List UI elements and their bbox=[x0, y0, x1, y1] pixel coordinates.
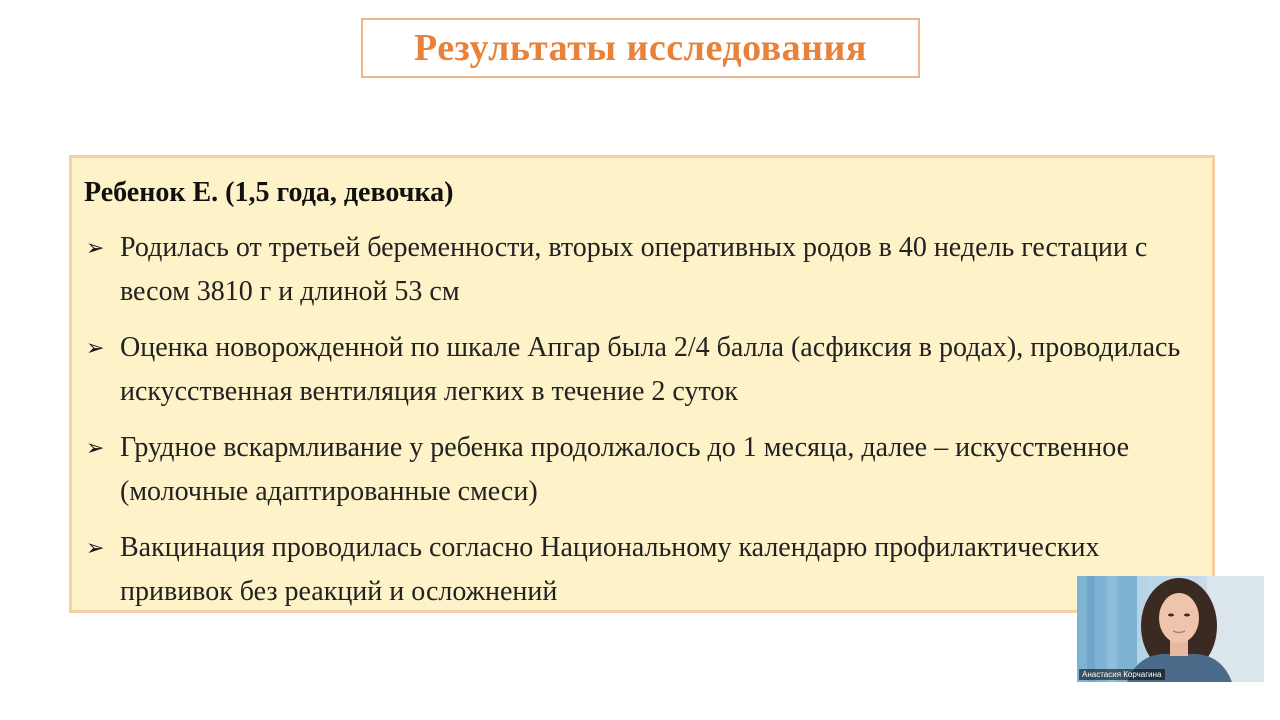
list-item bbox=[84, 526, 1198, 614]
arrow-right-icon: ➢ bbox=[86, 235, 105, 260]
list-item bbox=[84, 426, 1198, 514]
list-item-text: Оценка новорожденной по шкале Апгар была 2/4 балла (асфиксия в родах), проводилась искусственная вентиляция легких в течение 2 суток bbox=[120, 332, 1181, 407]
list-item-text: Родилась от третьей беременности, вторых оперативных родов в 40 недель гестации с весом 3810 г и длиной 53 см bbox=[120, 232, 1148, 307]
slide-title: Результаты исследования bbox=[413, 27, 867, 69]
arrow-right-icon: ➢ bbox=[86, 335, 105, 360]
list-item bbox=[84, 226, 1198, 314]
case-heading: Ребенок Е. (1,5 года, девочка) bbox=[84, 177, 454, 208]
list-item-text: Грудное вскармливание у ребенка продолжалось до 1 месяца, далее – искусственное (молочные адаптированные смеси) bbox=[120, 432, 1130, 507]
list-item bbox=[84, 326, 1198, 414]
list-item-text: Вакцинация проводилась согласно Национальному календарю профилактических прививок без реакций и осложнений bbox=[120, 532, 1100, 607]
findings-list bbox=[84, 226, 1198, 614]
participant-video-feed bbox=[1077, 576, 1264, 682]
slide-title-box bbox=[361, 18, 920, 78]
participant-name-label: Анастасия Корчагина bbox=[1079, 669, 1165, 680]
case-content-box bbox=[69, 155, 1215, 613]
participant-video-tile[interactable] bbox=[1077, 576, 1264, 682]
arrow-right-icon: ➢ bbox=[86, 435, 105, 460]
arrow-right-icon: ➢ bbox=[86, 535, 105, 560]
